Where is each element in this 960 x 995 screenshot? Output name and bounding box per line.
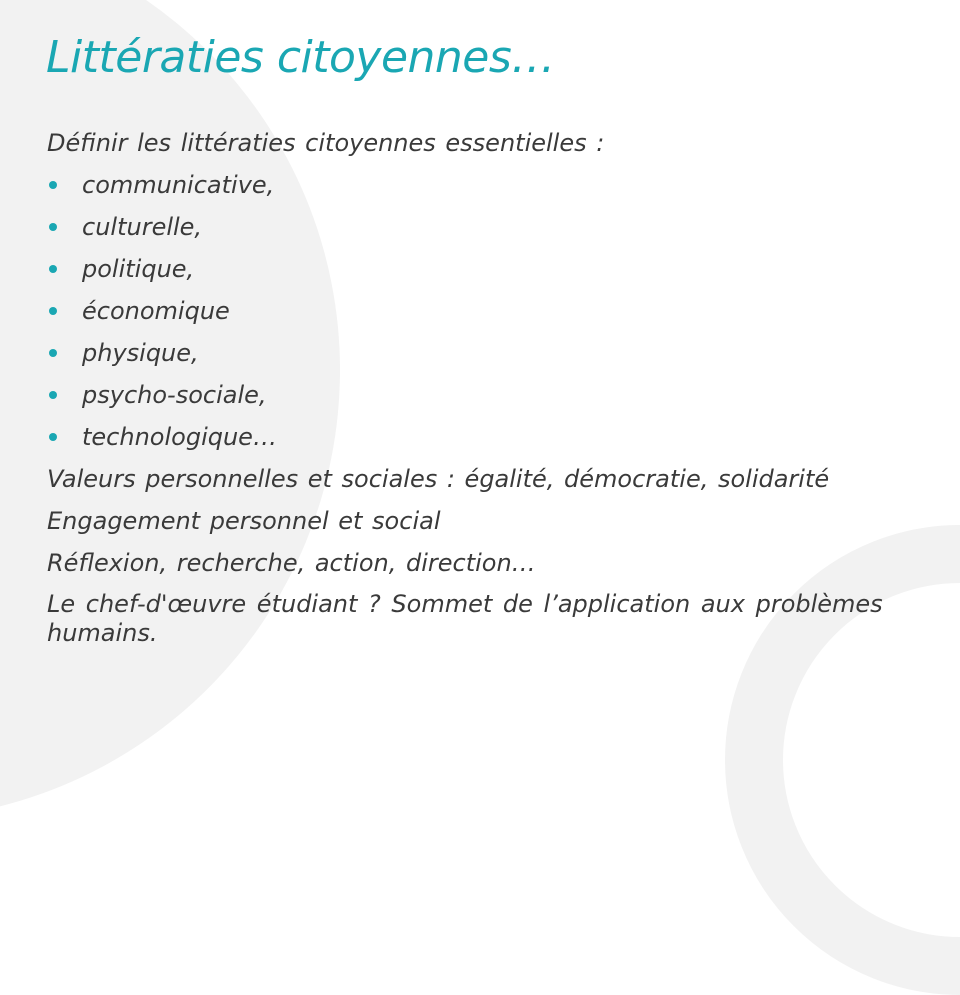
bullet-text: culturelle, <box>82 213 203 241</box>
values-text: Valeurs personnelles et sociales : égalité, démocratie, solidarité <box>47 465 830 493</box>
bullet-text: technologique… <box>82 423 277 451</box>
bullet-dot-icon <box>49 433 57 441</box>
bullet-text: économique <box>82 297 230 325</box>
reflection-text: Réflexion, recherche, action, direction… <box>47 549 536 577</box>
bullet-text: psycho-sociale, <box>82 381 267 409</box>
bullet-dot-icon <box>49 223 57 231</box>
bullet-dot-icon <box>49 307 57 315</box>
masterpiece-text: Le chef-d'œuvre étudiant ? Sommet de l’application aux problèmes humains. <box>47 590 883 647</box>
bullet-item <box>47 248 917 290</box>
bullet-dot-icon <box>49 265 57 273</box>
bullet-list <box>47 164 917 458</box>
bullet-text: physique, <box>82 339 199 367</box>
bullet-dot-icon <box>49 181 57 189</box>
bullet-item <box>47 374 917 416</box>
engagement-text: Engagement personnel et social <box>47 507 441 535</box>
bullet-dot-icon <box>49 391 57 399</box>
bullet-text: politique, <box>82 255 195 283</box>
bullet-item <box>47 416 917 458</box>
bullet-item <box>47 206 917 248</box>
bullet-text: communicative, <box>82 171 275 199</box>
bullet-item <box>47 332 917 374</box>
bullet-item <box>47 290 917 332</box>
slide-title: Littératies citoyennes… <box>46 32 555 83</box>
bullet-item <box>47 164 917 206</box>
intro-text: Définir les littératies citoyennes essentielles : <box>47 129 605 157</box>
bullet-dot-icon <box>49 349 57 357</box>
slide-body <box>47 122 917 648</box>
